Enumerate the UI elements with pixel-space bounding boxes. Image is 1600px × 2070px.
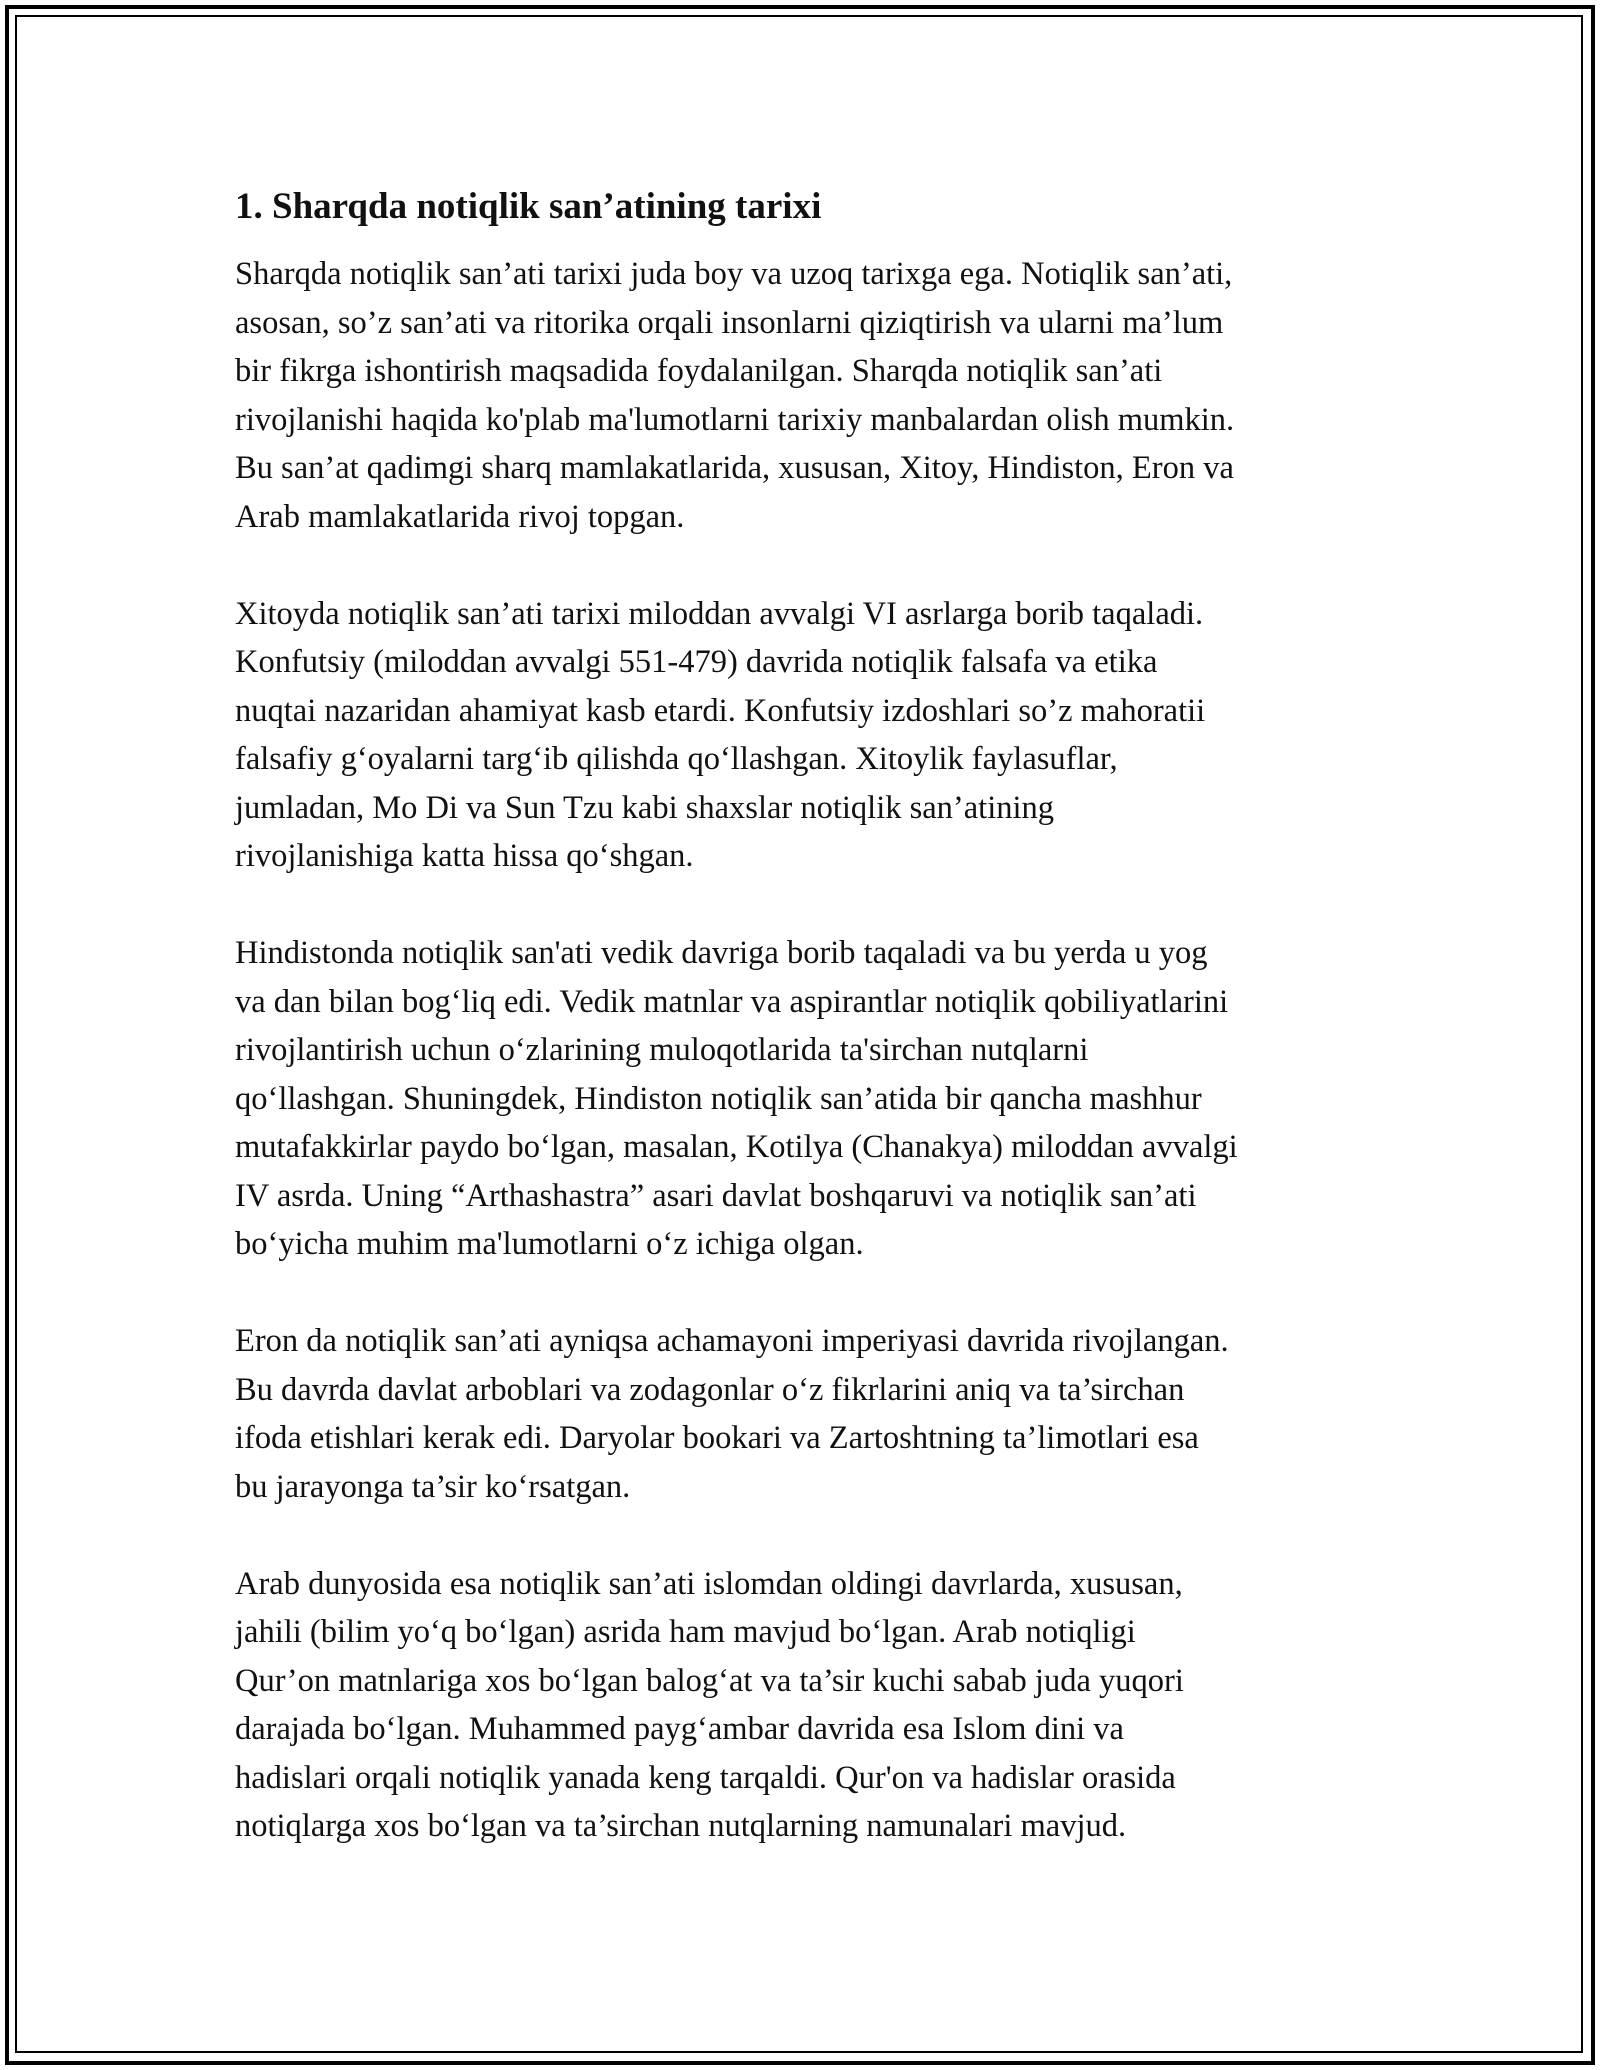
text-line: Konfutsiy (miloddan avvalgi 551-479) davrida notiqlik falsafa va etika [235, 644, 1158, 680]
text-line: Arab dunyosida esa notiqlik san’ati islomdan oldingi davrlarda, xususan, [235, 1565, 1183, 1602]
paragraph-china [235, 590, 1365, 881]
text-line: bo‘yicha muhim ma'lumotlarni o‘z ichiga olgan. [235, 1226, 864, 1262]
text-line: asosan, so’z san’ati va ritorika orqali insonlarni qiziqtirish va ularni ma’lum [235, 304, 1224, 341]
document-body [235, 184, 1365, 1899]
text-line: bu jarayonga ta’sir ko‘rsatgan. [235, 1468, 631, 1505]
text-line: Bu davrda davlat arboblari va zodagonlar o‘z fikrlarini aniq va ta’sirchan [235, 1371, 1185, 1408]
text-line: IV asrda. Uning “Arthashastra” asari davlat boshqaruvi va notiqlik san’ati [235, 1177, 1197, 1214]
text-line: qo‘llashgan. Shuningdek, Hindiston notiqlik san’atida bir qancha mashhur [235, 1080, 1202, 1117]
text-line: darajada bo‘lgan. Muhammed payg‘ambar davrida esa Islom dini va [235, 1711, 1124, 1747]
text-line: Eron da notiqlik san’ati ayniqsa achamayoni imperiyasi davrida rivojlangan. [235, 1323, 1229, 1359]
text-line: Hindistonda notiqlik san'ati vedik davriga borib taqaladi va bu yerda u yog [235, 935, 1208, 971]
text-line: rivojlanishiga katta hissa qo‘shgan. [235, 838, 694, 874]
text-line: bir fikrga ishontirish maqsadida foydalanilgan. Sharqda notiqlik san’ati [235, 353, 1163, 389]
section-heading: 1. Sharqda notiqlik san’atining tarixi [235, 186, 822, 227]
paragraph-arab [235, 1560, 1365, 1851]
text-line: va dan bilan bog‘liq edi. Vedik matnlar va aspirantlar notiqlik qobiliyatlarini [235, 983, 1229, 1020]
text-line: hadislari orqali notiqlik yanada keng tarqaldi. Qur'on va hadislar orasida [235, 1759, 1176, 1796]
text-line: nuqtai nazaridan ahamiyat kasb etardi. Konfutsiy izdoshlari so’z mahoratii [235, 692, 1206, 729]
paragraph-india [235, 929, 1365, 1269]
text-line: falsafiy g‘oyalarni targ‘ib qilishda qo‘llashgan. Xitoylik faylasuflar, [235, 741, 1118, 777]
text-line: mutafakkirlar paydo bo‘lgan, masalan, Kotilya (Chanakya) miloddan avvalgi [235, 1129, 1238, 1165]
paragraph-iran [235, 1317, 1365, 1511]
text-line: Bu san’at qadimgi sharq mamlakatlarida, xususan, Xitoy, Hindiston, Eron va [235, 450, 1234, 486]
paragraph-intro [235, 250, 1365, 541]
text-line: jahili (bilim yo‘q bo‘lgan) asrida ham mavjud bo‘lgan. Arab notiqligi [235, 1614, 1136, 1650]
text-line: Xitoyda notiqlik san’ati tarixi miloddan avvalgi VI asrlarga borib taqaladi. [235, 595, 1204, 632]
text-line: jumladan, Mo Di va Sun Tzu kabi shaxslar notiqlik san’atining [235, 789, 1055, 826]
text-line: Qur’on matnlariga xos bo‘lgan balog‘at va ta’sir kuchi sabab juda yuqori [235, 1662, 1184, 1699]
text-line: rivojlantirish uchun o‘zlarining muloqotlarida ta'sirchan nutqlarni [235, 1032, 1089, 1068]
text-line: notiqlarga xos bo‘lgan va ta’sirchan nutqlarning namunalari mavjud. [235, 1808, 1127, 1844]
text-line: Sharqda notiqlik san’ati tarixi juda boy va uzoq tarixga ega. Notiqlik san’ati, [235, 256, 1233, 292]
text-line: rivojlanishi haqida ko'plab ma'lumotlarni tarixiy manbalardan olish mumkin. [235, 401, 1235, 438]
text-line: Arab mamlakatlarida rivoj topgan. [235, 498, 685, 535]
text-line: ifoda etishlari kerak edi. Daryolar bookari va Zartoshtning ta’limotlari esa [235, 1420, 1199, 1456]
